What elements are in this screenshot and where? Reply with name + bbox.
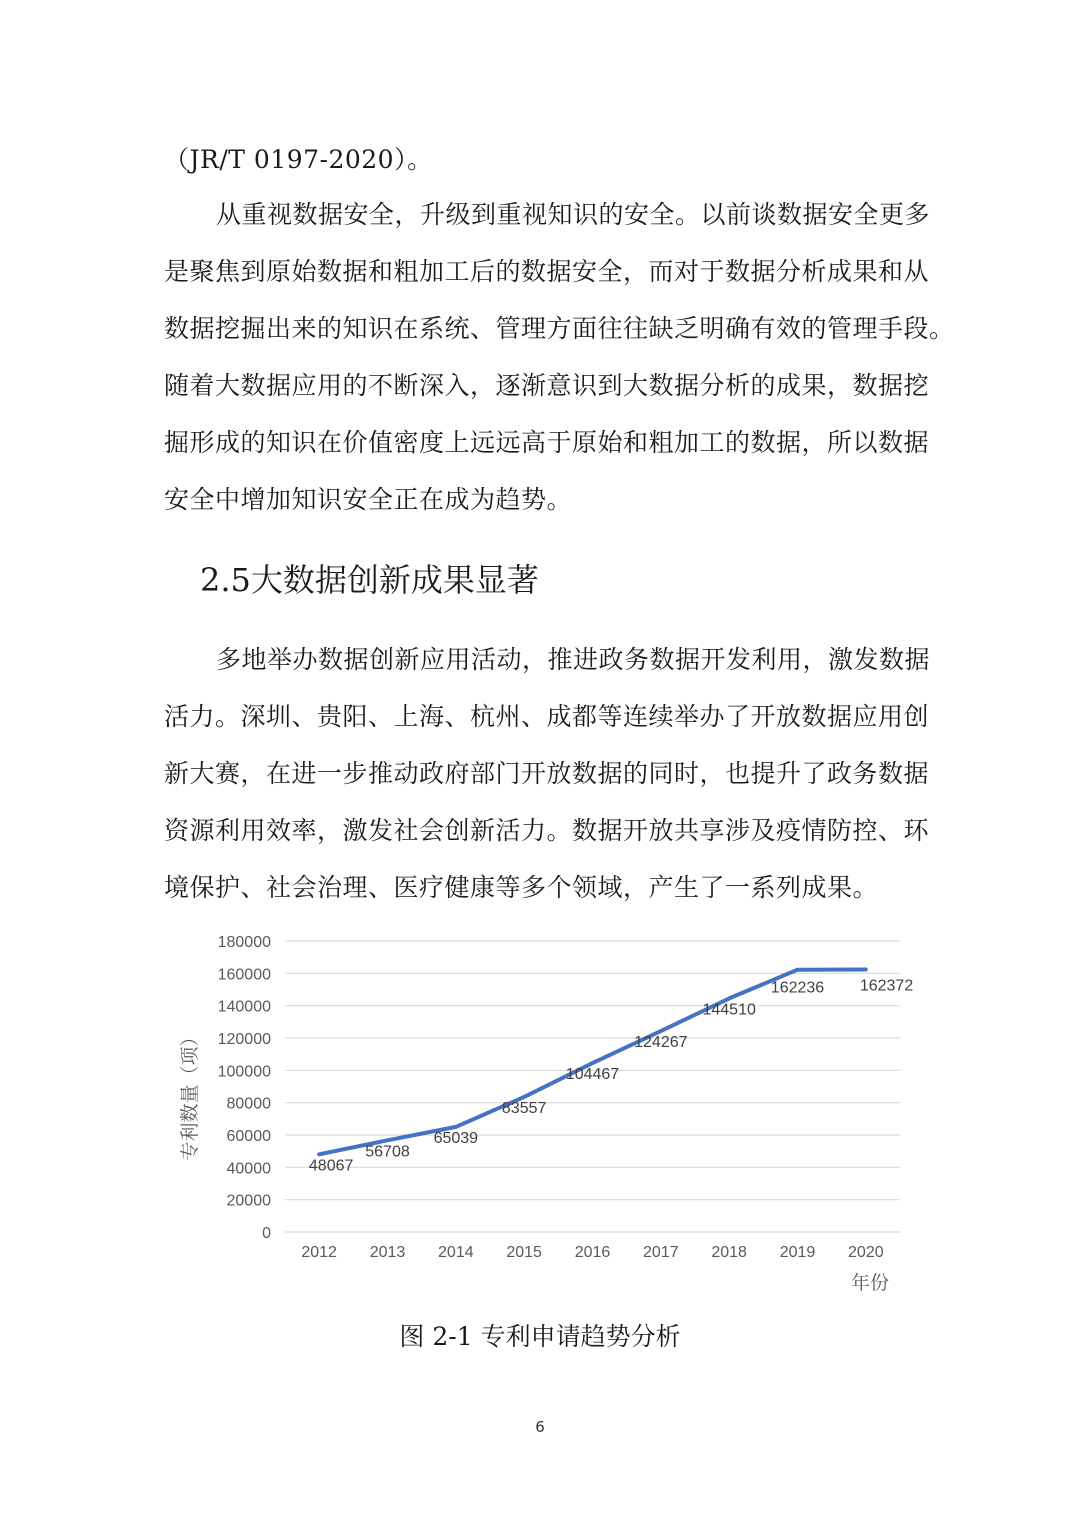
text-line-1: （JR/T 0197-2020）。 xyxy=(164,145,433,174)
data-label: 83557 xyxy=(501,1099,547,1117)
y-tick-label: 100000 xyxy=(217,1063,271,1081)
data-label: 162372 xyxy=(859,977,914,995)
y-tick-label: 20000 xyxy=(226,1192,271,1210)
text-line-8: 多地举办数据创新应用活动，推进政务数据开发利用，激发数据 xyxy=(216,645,931,674)
x-tick-label: 2017 xyxy=(643,1244,679,1261)
data-label: 104467 xyxy=(565,1066,620,1084)
text-line-5: 随着大数据应用的不断深入，逐渐意识到大数据分析的成果，数据挖 xyxy=(164,371,930,400)
y-tick-label: 40000 xyxy=(226,1160,271,1178)
data-label: 162236 xyxy=(770,979,825,997)
x-tick-label: 2020 xyxy=(848,1244,884,1261)
x-tick-label: 2016 xyxy=(574,1244,611,1261)
x-tick-label: 2012 xyxy=(301,1244,337,1261)
text-line-12: 境保护、社会治理、医疗健康等多个领域，产生了一系列成果。 xyxy=(164,873,879,902)
y-tick-label: 160000 xyxy=(217,966,271,984)
x-axis-label: 年份 xyxy=(850,1273,890,1294)
x-tick-label: 2014 xyxy=(438,1244,474,1261)
data-label: 56708 xyxy=(365,1143,410,1161)
y-tick-label: 140000 xyxy=(217,998,271,1016)
y-tick-label: 80000 xyxy=(226,1095,271,1113)
data-label: 65039 xyxy=(433,1129,479,1147)
text-line-6: 掘形成的知识在价值密度上远远高于原始和粗加工的数据，所以数据 xyxy=(164,428,930,457)
y-tick-label: 0 xyxy=(262,1225,271,1242)
y-tick-label: 60000 xyxy=(226,1128,271,1145)
data-label: 124267 xyxy=(634,1034,688,1052)
y-tick-label: 120000 xyxy=(217,1031,271,1048)
text-line-9: 活力。深圳、贵阳、上海、杭州、成都等连续举办了开放数据应用创 xyxy=(164,702,930,731)
text-line-7: 安全中增加知识安全正在成为趋势。 xyxy=(164,485,573,514)
y-axis-label: 专利数量（项） xyxy=(180,1027,201,1161)
page-number: 6 xyxy=(535,1418,545,1436)
x-tick-label: 2013 xyxy=(369,1244,406,1261)
text-line-4: 数据挖掘出来的知识在系统、管理方面往往缺乏明确有效的管理手段。 xyxy=(164,314,955,343)
y-tick-label: 180000 xyxy=(217,934,271,951)
x-tick-label: 2018 xyxy=(711,1244,747,1261)
section-heading: 2.5大数据创新成果显著 xyxy=(200,561,539,599)
text-line-10: 新大赛，在进一步推动政府部门开放数据的同时，也提升了政务数据 xyxy=(164,759,930,788)
x-tick-label: 2015 xyxy=(506,1244,542,1261)
text-line-2: 从重视数据安全，升级到重视知识的安全。以前谈数据安全更多 xyxy=(216,200,931,229)
series-line xyxy=(319,970,866,1155)
figure-caption: 图 2-1 专利申请趋势分析 xyxy=(399,1322,681,1351)
x-tick-label: 2019 xyxy=(779,1244,816,1261)
data-label: 48067 xyxy=(308,1157,354,1175)
text-line-3: 是聚焦到原始数据和粗加工后的数据安全，而对于数据分析成果和从 xyxy=(164,257,930,286)
patent-trend-chart xyxy=(170,920,930,1310)
data-label: 144510 xyxy=(702,1001,756,1019)
text-line-11: 资源利用效率，激发社会创新活力。数据开放共享涉及疫情防控、环 xyxy=(164,816,930,845)
